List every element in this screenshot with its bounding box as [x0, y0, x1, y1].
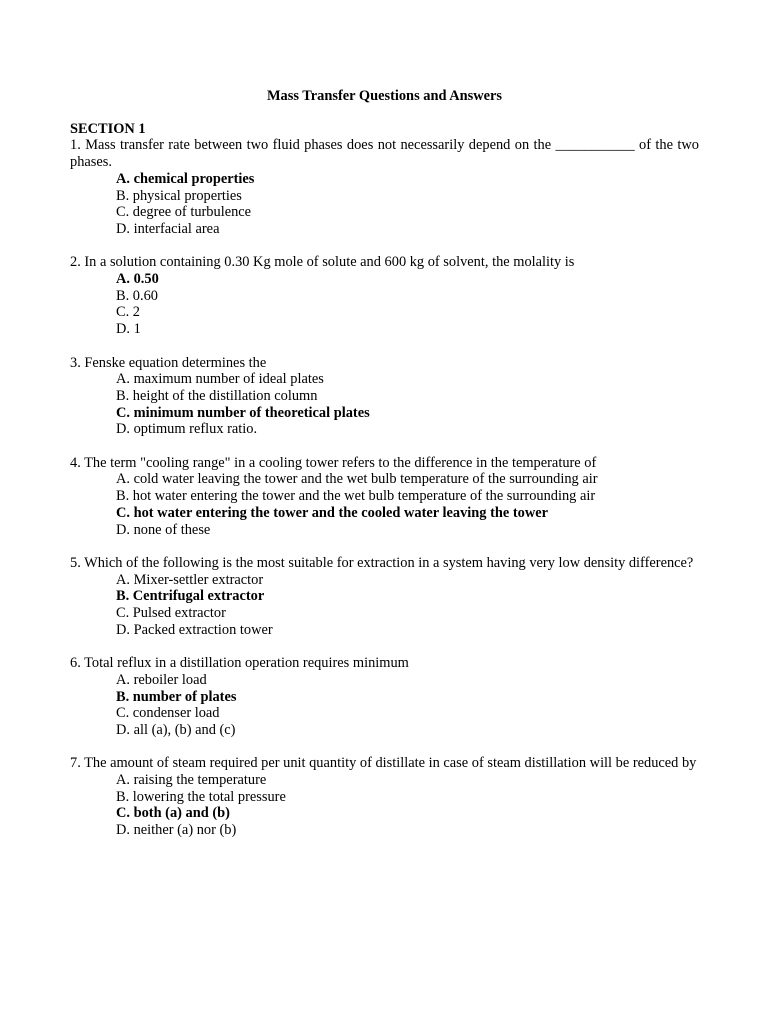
- question-text: 4. The term "cooling range" in a cooling tower refers to the difference in the temperature of: [70, 454, 597, 471]
- answer-options: [70, 572, 699, 639]
- answer-options: [70, 471, 699, 538]
- answer-option: A. Mixer-settler extractor: [116, 571, 264, 588]
- question-1: [70, 137, 699, 237]
- answer-option: B. height of the distillation column: [116, 387, 318, 404]
- question-text: 2. In a solution containing 0.30 Kg mole of solute and 600 kg of solvent, the molality is: [70, 254, 575, 271]
- answer-option: C. degree of turbulence: [116, 204, 252, 221]
- answer-option: D. interfacial area: [116, 220, 220, 237]
- question-text: 6. Total reflux in a distillation operation requires minimum: [70, 655, 409, 672]
- answer-option: A. raising the temperature: [116, 772, 267, 789]
- question-4: [70, 455, 699, 539]
- question-7: [70, 755, 699, 839]
- answer-option: A. maximum number of ideal plates: [116, 371, 324, 388]
- answer-option: A. reboiler load: [116, 671, 207, 688]
- answer-option: B. 0.60: [116, 287, 158, 304]
- answer-option: B. lowering the total pressure: [116, 788, 286, 805]
- answer-option: D. none of these: [116, 521, 211, 538]
- answer-options: [70, 371, 699, 438]
- answer-option: B. physical properties: [116, 187, 242, 204]
- answer-option: A. cold water leaving the tower and the wet bulb temperature of the surrounding air: [116, 471, 598, 488]
- document-title: Mass Transfer Questions and Answers: [266, 88, 503, 104]
- answer-option: D. neither (a) nor (b): [116, 822, 237, 839]
- question-text: 7. The amount of steam required per unit quantity of distillate in case of steam distillation will be reduced by: [70, 755, 697, 772]
- question-3: [70, 355, 699, 439]
- question-text: 1. Mass transfer rate between two fluid phases does not necessarily depend on the ___________ of the two phases.: [70, 137, 699, 171]
- correct-answer-option: C. minimum number of theoretical plates: [116, 404, 370, 421]
- question-5: [70, 555, 699, 639]
- answer-option: C. 2: [116, 304, 140, 321]
- correct-answer-option: C. hot water entering the tower and the cooled water leaving the tower: [116, 504, 549, 521]
- answer-option: D. 1: [116, 321, 141, 338]
- answer-option: C. Pulsed extractor: [116, 605, 226, 622]
- section-heading: SECTION 1: [70, 120, 146, 137]
- correct-answer-option: B. number of plates: [116, 688, 237, 705]
- correct-answer-option: A. chemical properties: [116, 170, 255, 187]
- answer-options: [70, 772, 699, 839]
- question-text: 5. Which of the following is the most suitable for extraction in a system having very low density difference?: [70, 554, 694, 571]
- correct-answer-option: C. both (a) and (b): [116, 805, 230, 822]
- answer-option: D. Packed extraction tower: [116, 621, 273, 638]
- question-2: [70, 254, 699, 338]
- correct-answer-option: A. 0.50: [116, 271, 159, 288]
- question-6: [70, 655, 699, 739]
- document-page: [70, 88, 699, 856]
- question-text: 3. Fenske equation determines the: [70, 354, 267, 371]
- answer-option: C. condenser load: [116, 705, 220, 722]
- answer-options: [70, 672, 699, 739]
- answer-option: B. hot water entering the tower and the wet bulb temperature of the surrounding air: [116, 488, 596, 505]
- answer-option: D. all (a), (b) and (c): [116, 721, 236, 738]
- correct-answer-option: B. Centrifugal extractor: [116, 588, 265, 605]
- answer-options: [70, 171, 699, 238]
- question-list: [70, 137, 699, 838]
- answer-option: D. optimum reflux ratio.: [116, 421, 258, 438]
- answer-options: [70, 271, 699, 338]
